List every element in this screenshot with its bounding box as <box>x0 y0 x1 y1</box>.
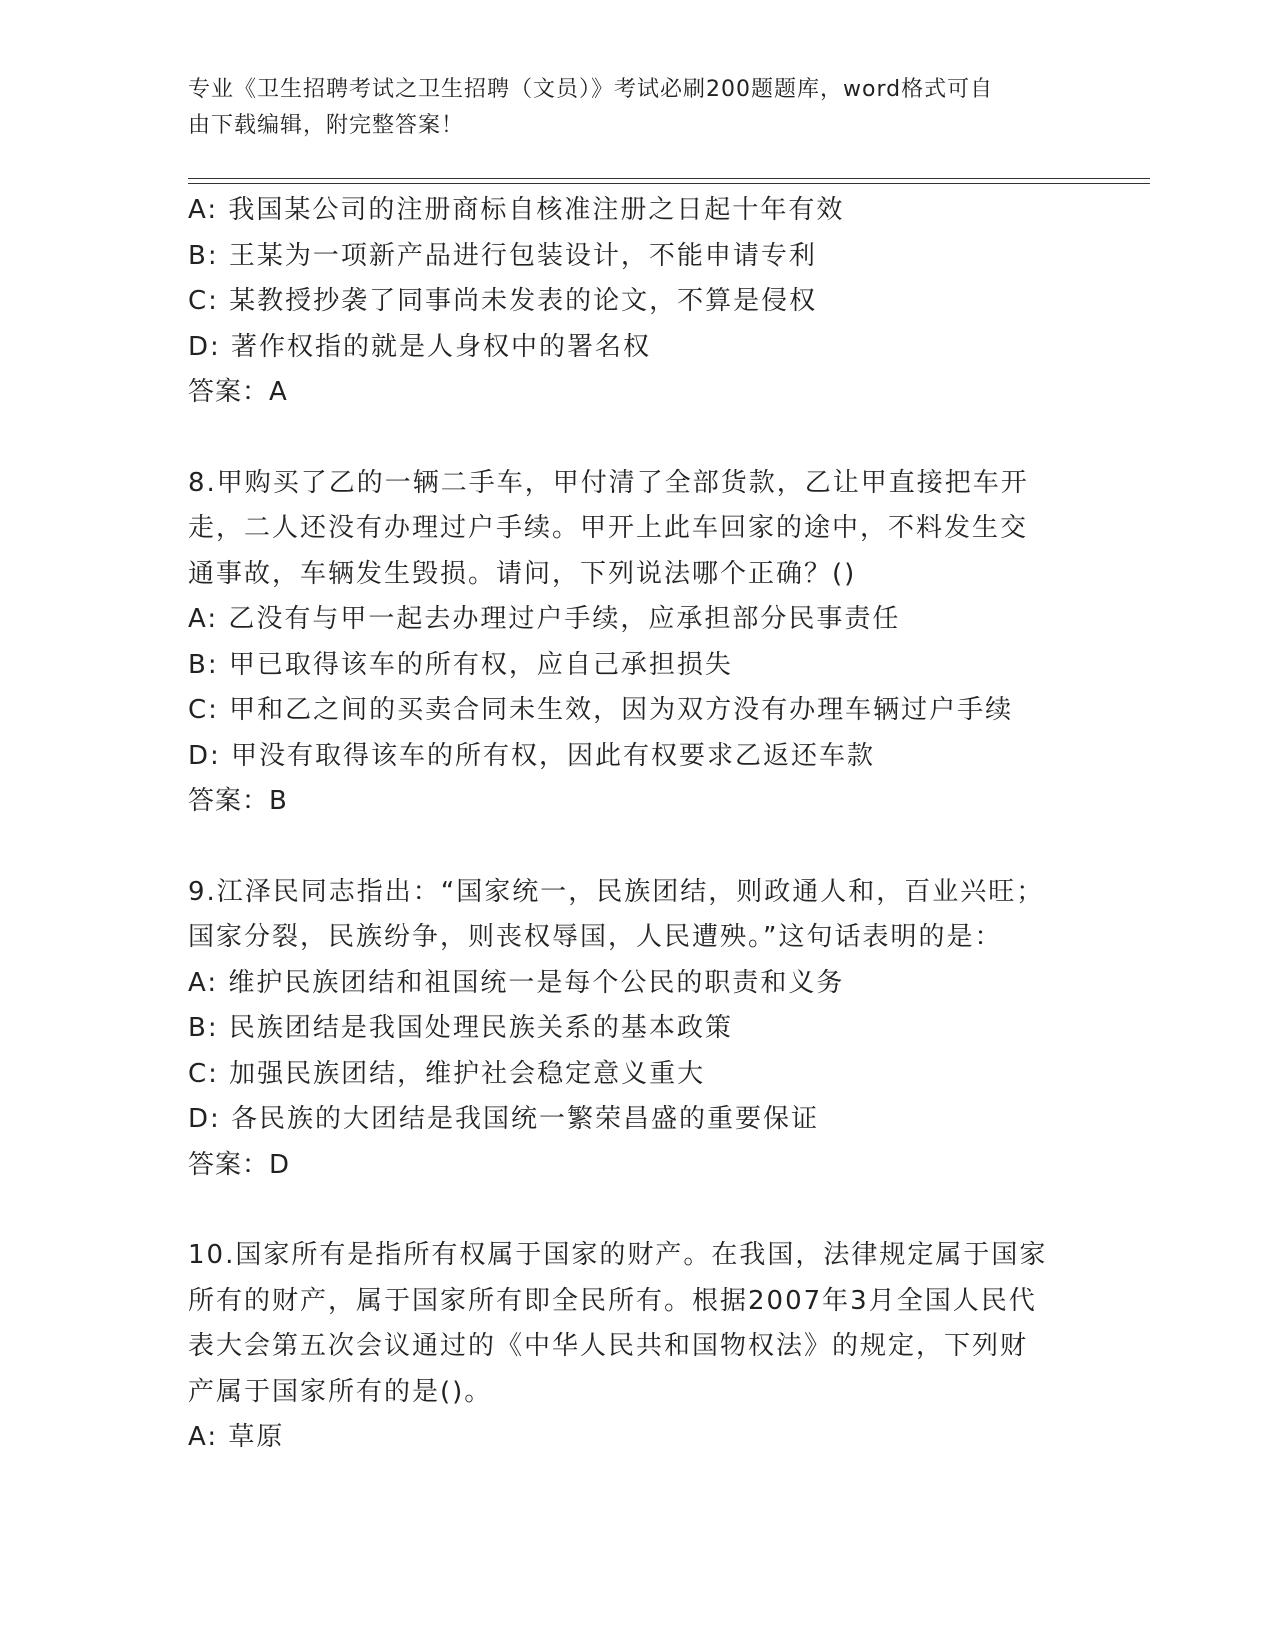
option-a: A: 维护民族团结和祖国统一是每个公民的职责和义务 <box>188 967 845 998</box>
header-divider-top <box>188 178 1150 179</box>
question-stem-line: 通事故，车辆发生毁损。请问，下列说法哪个正确？() <box>188 558 857 589</box>
question-stem-line: 表大会第五次会议通过的《中华人民共和国物权法》的规定，下列财 <box>188 1331 1029 1361</box>
question-9 <box>188 870 1088 1189</box>
option-a: A: 乙没有与甲一起去办理过户手续，应承担部分民事责任 <box>188 604 901 634</box>
header-divider-bottom <box>188 183 1150 184</box>
question-stem-line: 产属于国家所有的是()。 <box>188 1376 493 1407</box>
question-stem-line: 9.江泽民同志指出：“国家统一，民族团结，则政通人和，百业兴旺； <box>188 876 1045 907</box>
option-d: D: 各民族的大团结是我国统一繁荣昌盛的重要保证 <box>188 1104 820 1134</box>
option-b: B: 甲已取得该车的所有权，应自己承担损失 <box>188 649 733 680</box>
answer-line: 答案：B <box>188 786 288 816</box>
option-d: D: 著作权指的就是人身权中的署名权 <box>188 331 652 362</box>
header-line-2: 由下载编辑，附完整答案！ <box>188 113 465 138</box>
question-stem-line: 8.甲购买了乙的一辆二手车，甲付清了全部货款，乙让甲直接把车开 <box>188 467 1029 498</box>
option-a: A: 我国某公司的注册商标自核准注册之日起十年有效 <box>188 195 845 225</box>
option-b: B: 王某为一项新产品进行包装设计，不能申请专利 <box>188 240 817 271</box>
question-8 <box>188 461 1088 825</box>
question-content <box>188 188 1088 1461</box>
option-d: D: 甲没有取得该车的所有权，因此有权要求乙返还车款 <box>188 740 876 771</box>
question-stem-line: 国家分裂，民族纷争，则丧权辱国，人民遭殃。”这句话表明的是： <box>188 922 1003 952</box>
question-stem-line: 走，二人还没有办理过户手续。甲开上此车回家的途中，不料发生交 <box>188 513 1029 543</box>
option-b: B: 民族团结是我国处理民族关系的基本政策 <box>188 1013 733 1043</box>
question-stem-line: 所有的财产，属于国家所有即全民所有。根据2007年3月全国人民代 <box>188 1285 1037 1316</box>
option-c: C: 某教授抄袭了同事尚未发表的论文，不算是侵权 <box>188 286 818 316</box>
question-stem-line: 10.国家所有是指所有权属于国家的财产。在我国，法律规定属于国家 <box>188 1240 1048 1270</box>
answer-line: 答案：D <box>188 1149 291 1180</box>
header-line-1: 专业《卫生招聘考试之卫生招聘（文员）》考试必刷200题题库，word格式可自 <box>188 77 994 102</box>
question-7 <box>188 188 1088 416</box>
document-header <box>188 72 1068 144</box>
option-c: C: 加强民族团结，维护社会稳定意义重大 <box>188 1058 706 1089</box>
answer-line: 答案：A <box>188 377 288 407</box>
option-a: A: 草原 <box>188 1422 285 1452</box>
question-10 <box>188 1233 1088 1461</box>
option-c: C: 甲和乙之间的买卖合同未生效，因为双方没有办理车辆过户手续 <box>188 695 1014 725</box>
